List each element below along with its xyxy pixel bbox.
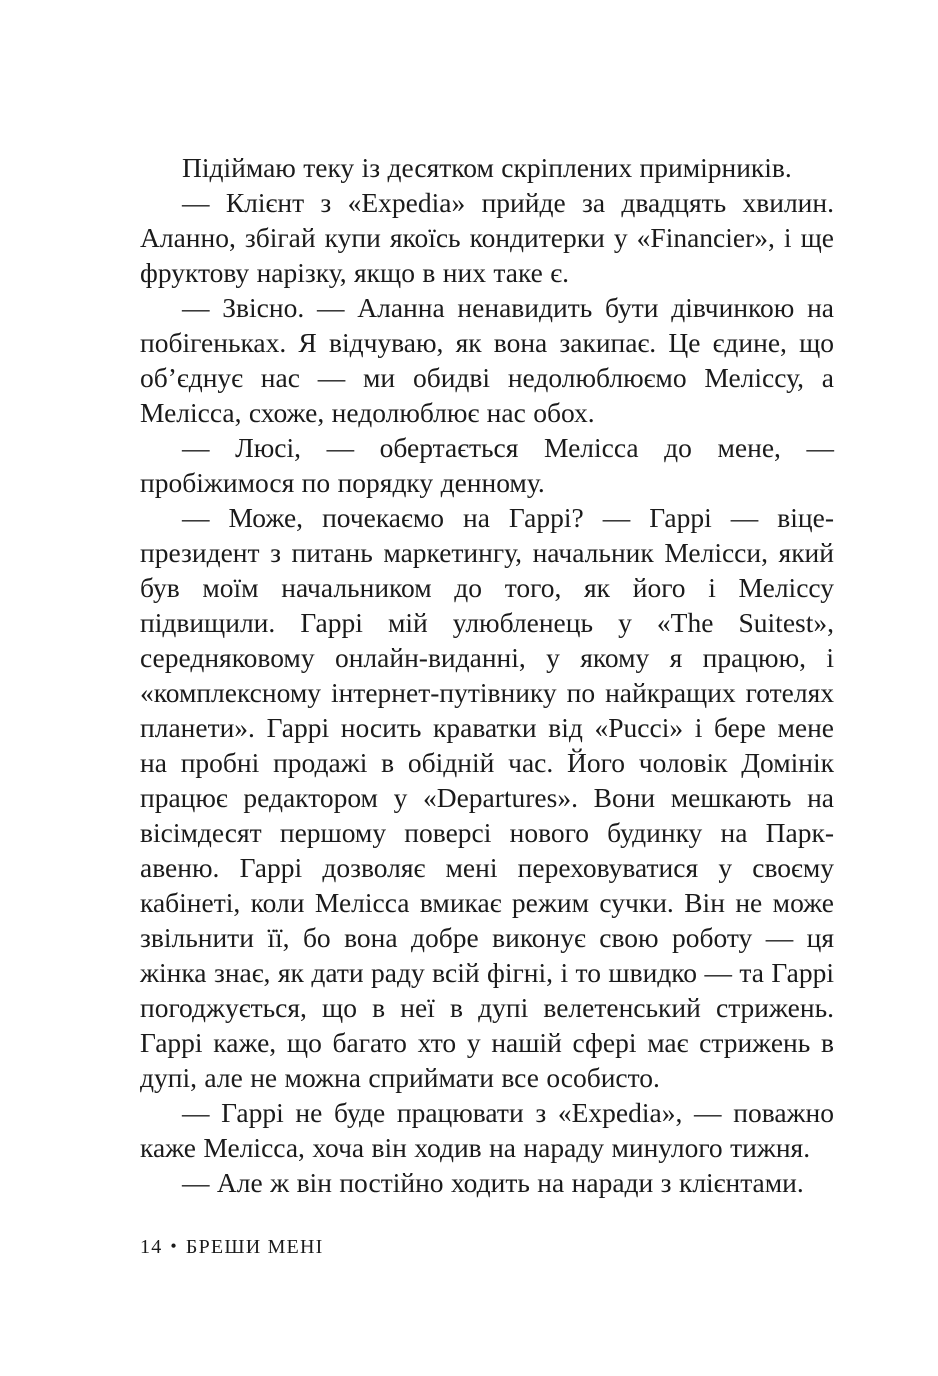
paragraph: — Клієнт з «Expedia» прийде за двадцять хвилин. Аланно, збігай купи якоїсь кондитерки у «Financier», і ще фруктову нарізку, якщо в них таке є. (140, 187, 834, 288)
page-number: 14 (140, 1236, 163, 1258)
paragraph: — Може, почекаємо на Гаррі? — Гаррі — віце-президент з питань маркетингу, начальник Мелісси, який був моїм начальником до того, як його і Меліссу підвищили. Гаррі мій улюбленець у «The Suitest», середняковому онлайн-виданні, у якому я працюю, і «комплексному інтернет-путівнику по найкращих готелях планети». Гаррі носить краватки від «Pucci» і бере мене на пробні продажі в обідній час. Його чоловік Домінік працює редактором у «Departures». Вони мешкають на вісімдесят першому поверсі нового будинку на Парк-авеню. Гаррі дозволяє мені переховуватися у своєму кабінеті, коли Мелісса вмикає режим сучки. Він не може звільнити її, бо вона добре виконує свою роботу — ця жінка знає, як дати раду всій фігні, і то швидко — та Гаррі погоджується, що в неї в дупі велетенський стрижень. Гаррі каже, що багато хто у нашій сфері має стрижень в дупі, але не можна сприймати все особисто. (140, 502, 834, 1093)
paragraph: — Звісно. — Аланна ненавидить бути дівчинкою на побігеньках. Я відчуваю, як вона закипає. Це єдине, що об’єднує нас — ми обидві недолюблюємо Меліссу, а Мелісса, схоже, недолюблює нас обох. (140, 292, 834, 428)
paragraph: — Люсі, — обертається Мелісса до мене, — пробіжимося по порядку денному. (140, 432, 834, 498)
paragraph: Підіймаю теку із десятком скріплених примірників. (182, 152, 792, 183)
paragraph: — Але ж він постійно ходить на наради з клієнтами. (182, 1167, 804, 1198)
page-footer (140, 1236, 323, 1259)
page-text (140, 150, 834, 1200)
paragraph: — Гаррі не буде працювати з «Expedia», — поважно каже Мелісса, хоча він ходив на нараду минулого тижня. (140, 1097, 834, 1163)
footer-bullet-separator: • (170, 1236, 178, 1256)
book-title: БРЕШИ МЕНІ (185, 1236, 324, 1258)
